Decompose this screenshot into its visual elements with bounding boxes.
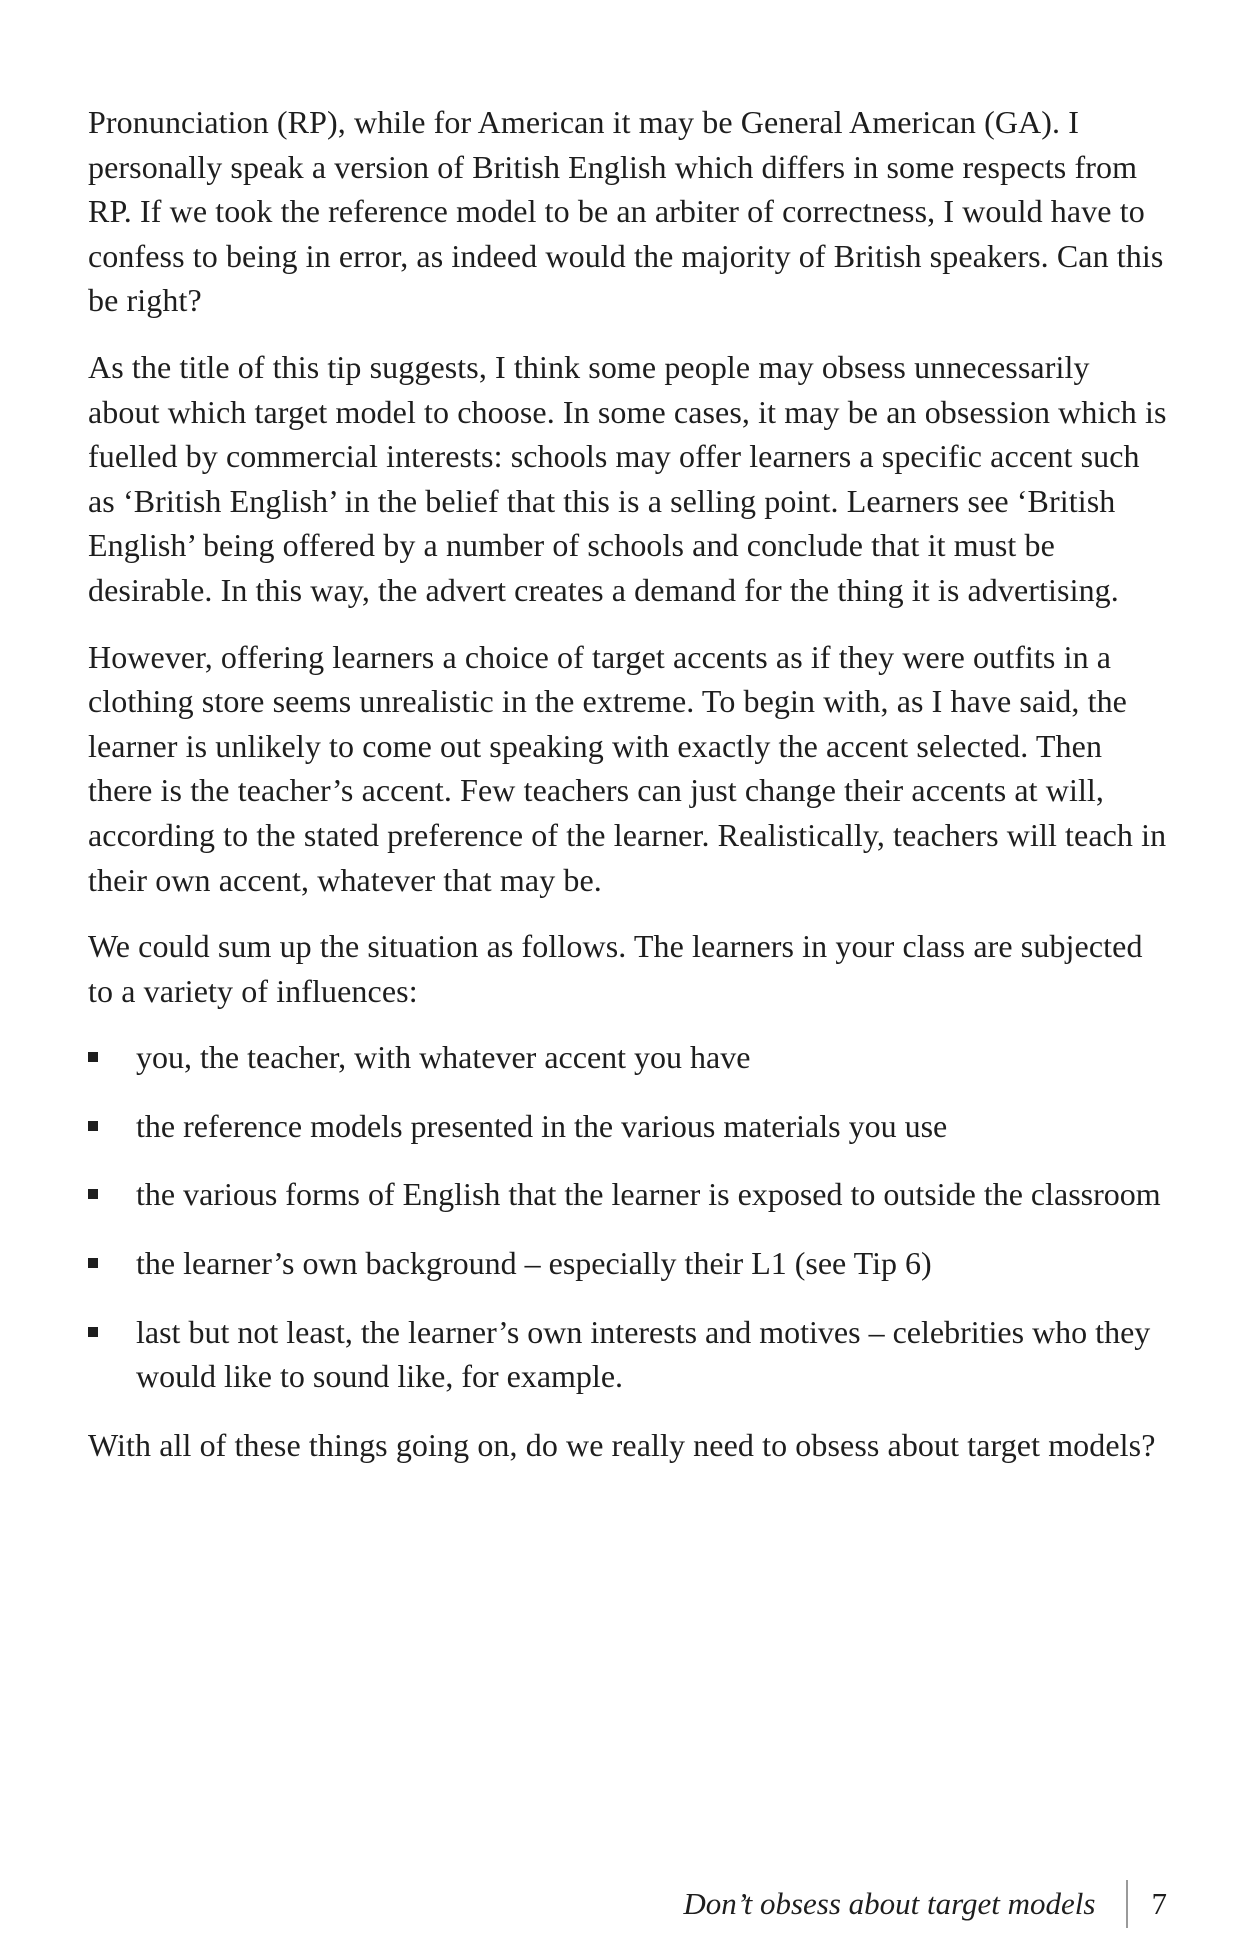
list-item <box>88 1104 1168 1149</box>
square-bullet-icon <box>88 1052 98 1062</box>
list-item <box>88 1241 1168 1286</box>
list-item <box>88 1172 1168 1217</box>
page-number: 7 <box>1151 1886 1167 1921</box>
influences-list <box>88 1035 1168 1399</box>
running-title: Don’t obsess about target models <box>683 1886 1096 1921</box>
paragraph: Pronunciation (RP), while for American it may be General American (GA). I personally speak a version of British English which differs in some respects from RP. If we took the reference model to be an arbiter of correctness, I would have to confess to being in error, as indeed would the majority of British speakers. Can this be right? <box>88 104 1164 319</box>
square-bullet-icon <box>88 1258 98 1268</box>
square-bullet-icon <box>88 1189 98 1199</box>
footer-divider <box>1126 1880 1128 1928</box>
list-item <box>88 1035 1168 1080</box>
closing-paragraph: With all of these things going on, do we really need to obsess about target models? <box>88 1426 1156 1463</box>
paragraph: However, offering learners a choice of target accents as if they were outfits in a clothing store seems unrealistic in the extreme. To begin with, as I have said, the learner is unlikely to come out speaking with exactly the accent selected. Then there is the teacher’s accent. Few teachers can just change their accents at will, according to the stated preference of the learner. Realistically, teachers will teach in their own accent, whatever that may be. <box>88 638 1167 898</box>
list-item-text: the learner’s own background – especially their L1 (see Tip 6) <box>136 1245 932 1282</box>
list-item-text: the various forms of English that the learner is exposed to outside the classroom <box>136 1176 1161 1213</box>
square-bullet-icon <box>88 1121 98 1131</box>
list-item <box>88 1310 1168 1399</box>
list-item-text: the reference models presented in the various materials you use <box>136 1107 948 1144</box>
page-body <box>88 100 1168 1489</box>
paragraph: We could sum up the situation as follows. The learners in your class are subjected to a variety of influences: <box>88 928 1143 1009</box>
paragraph: As the title of this tip suggests, I think some people may obsess unnecessarily about which target model to choose. In some cases, it may be an obsession which is fuelled by commercial interests: schools may offer learners a specific accent such as ‘British English’ in the belief that this is a selling point. Learners see ‘British English’ being offered by a number of schools and conclude that it must be desirable. In this way, the advert creates a demand for the thing it is advertising. <box>88 348 1167 608</box>
page-footer <box>683 1880 1167 1928</box>
list-item-text: you, the teacher, with whatever accent you have <box>136 1039 751 1076</box>
list-item-text: last but not least, the learner’s own interests and motives – celebrities who they would like to sound like, for example. <box>136 1313 1151 1395</box>
square-bullet-icon <box>88 1327 98 1337</box>
